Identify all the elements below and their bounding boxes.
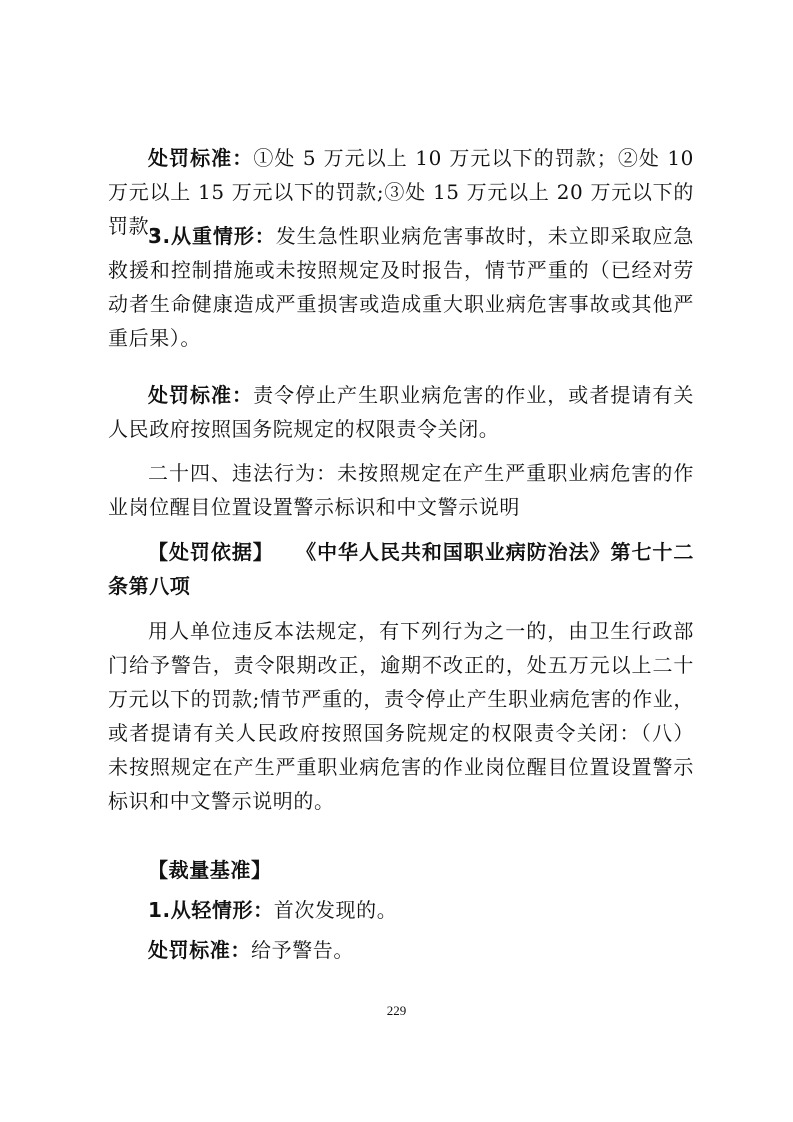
bold-law-reference: 《中华人民共和国职业病防治法》第七十二条第八项 bbox=[108, 540, 694, 598]
bold-label: 处罚标准： bbox=[148, 146, 254, 170]
paragraph-text: 给予警告。 bbox=[251, 938, 354, 962]
bold-label: 【裁量基准】 bbox=[148, 858, 272, 882]
paragraph-mitigating-circumstance bbox=[108, 893, 694, 927]
paragraph-law-text bbox=[108, 614, 694, 818]
paragraph-penalty-standard-2 bbox=[108, 378, 694, 446]
paragraph-text: 用人单位违反本法规定，有下列行为之一的，由卫生行政部门给予警告，责令限期改正，逾期不改正的，处五万元以上二十万元以下的罚款;情节严重的，责令停止产生职业病危害的作业，或者提请有关人民政府按照国务院规定的权限责令关闭：（八）未按照规定在产生严重职业病危害的作业岗位醒目位置设置警示标识和中文警示说明的。 bbox=[108, 619, 694, 813]
paragraph-penalty-standard-3 bbox=[108, 933, 694, 967]
bold-label: 处罚标准： bbox=[148, 938, 251, 962]
paragraph-aggravating-circumstance bbox=[108, 219, 694, 355]
page-number: 229 bbox=[386, 1003, 407, 1018]
bold-label: 3.从重情形： bbox=[148, 224, 276, 248]
paragraph-text: 二十四、违法行为：未按照规定在产生严重职业病危害的作业岗位醒目位置设置警示标识和中文警示说明 bbox=[108, 461, 694, 519]
paragraph-text: 发生急性职业病危害事故时，未立即采取应急救援和控制措施或未按照规定及时报告，情节严重的（已经对劳动者生命健康造成严重损害或造成重大职业病危害事故或其他严重后果）。 bbox=[108, 224, 694, 350]
paragraph-text: 首次发现的。 bbox=[273, 898, 398, 922]
paragraph-text: 责令停止产生职业病危害的作业，或者提请有关人民政府按照国务院规定的权限责令关闭。 bbox=[108, 383, 694, 441]
paragraph-penalty-basis bbox=[108, 535, 694, 603]
bold-label: 【处罚依据】 bbox=[148, 540, 274, 564]
paragraph-text: ①处 5 万元以上 10 万元以下的罚款；②处 10 万元以上 15 万元以下的罚款;③处 15 万元以上 20 万元以下的罚款。 bbox=[108, 146, 695, 238]
paragraph-violation-24 bbox=[108, 456, 694, 524]
bold-label: 处罚标准： bbox=[148, 383, 254, 407]
paragraph-discretion-standard bbox=[108, 853, 694, 887]
bold-label: 1.从轻情形： bbox=[148, 898, 274, 922]
